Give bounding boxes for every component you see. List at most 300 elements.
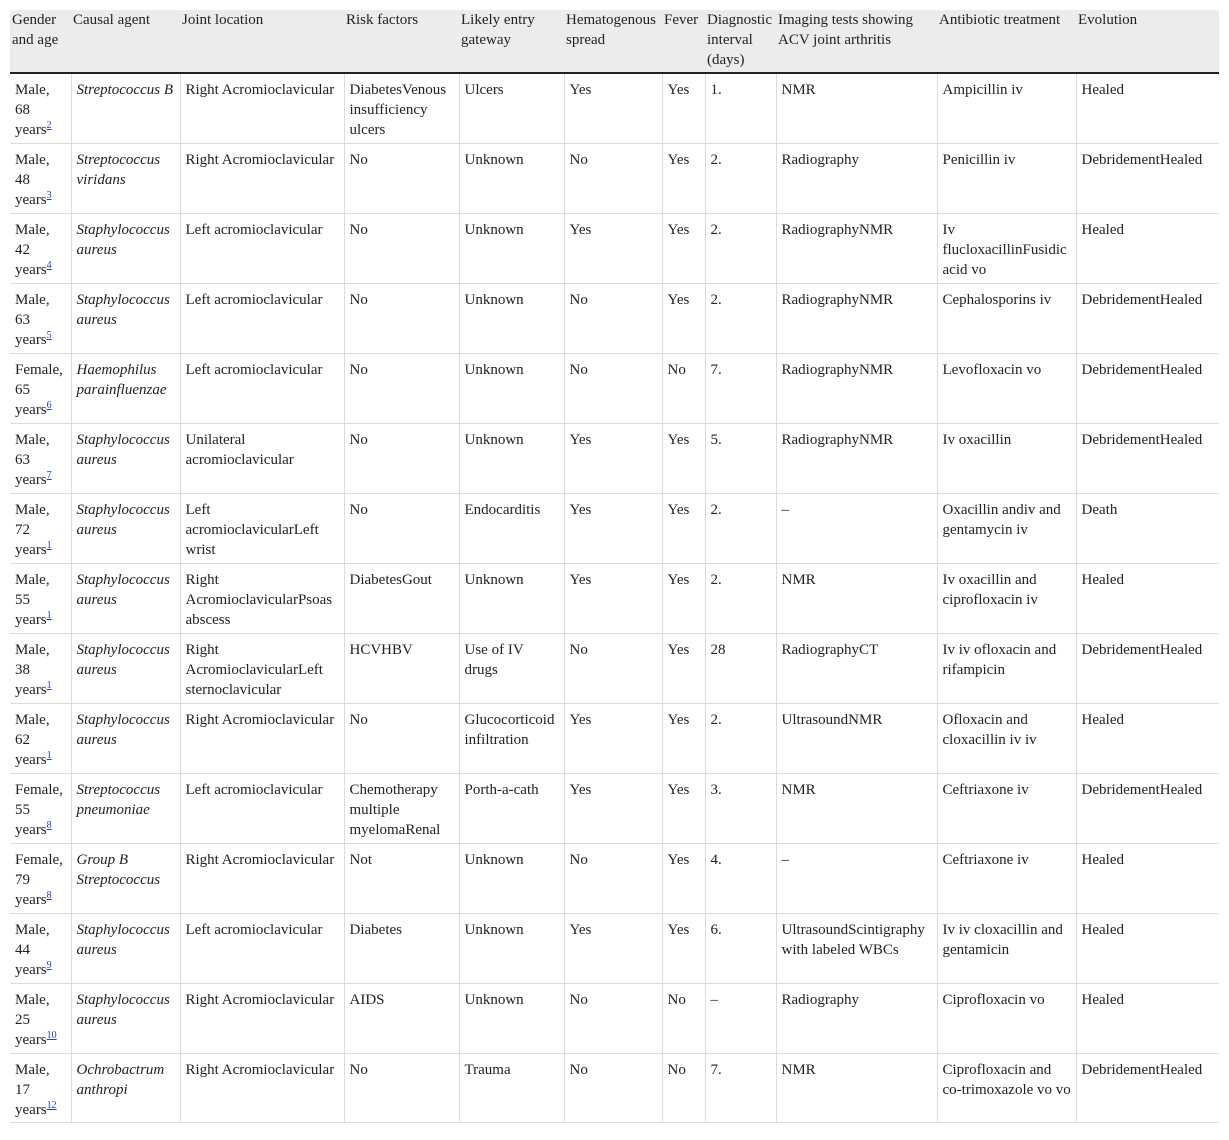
hematogenous-text: Yes <box>569 502 592 518</box>
column-header: Risk factors <box>344 10 459 73</box>
joint-location-cell <box>180 704 344 774</box>
imaging-cell <box>776 844 937 914</box>
fever-text: Yes <box>667 432 690 448</box>
treatment-cell <box>937 284 1076 354</box>
entry-gateway-cell <box>459 284 564 354</box>
diagnostic-interval-text: 5. <box>710 432 722 448</box>
gender-age-cell <box>10 634 71 704</box>
fever-cell <box>662 494 705 564</box>
fever-cell <box>662 844 705 914</box>
causal-agent-cell <box>71 984 180 1054</box>
causal-agent-text: Staphylococcus aureus <box>76 712 170 748</box>
entry-gateway-cell <box>459 73 564 144</box>
fever-cell <box>662 424 705 494</box>
gender-age-text: Male, 55 years <box>15 572 50 628</box>
risk-factors-cell <box>344 494 459 564</box>
joint-location-cell <box>180 984 344 1054</box>
imaging-cell <box>776 914 937 984</box>
treatment-cell <box>937 634 1076 704</box>
column-header: Antibiotic treatment <box>937 10 1076 73</box>
evolution-text: Healed <box>1081 852 1124 868</box>
risk-factors-text: Not <box>349 852 372 868</box>
causal-agent-text: Streptococcus B <box>76 82 173 98</box>
risk-factors-text: No <box>349 432 368 448</box>
reference-link[interactable]: 1 <box>46 540 52 551</box>
causal-agent-cell <box>71 214 180 284</box>
diagnostic-interval-text: 4. <box>710 852 722 868</box>
fever-text: Yes <box>667 502 690 518</box>
causal-agent-cell <box>71 284 180 354</box>
reference-link[interactable]: 6 <box>46 400 52 411</box>
risk-factors-cell <box>344 284 459 354</box>
causal-agent-text: Staphylococcus aureus <box>76 992 170 1028</box>
hematogenous-cell <box>564 144 662 214</box>
imaging-cell <box>776 704 937 774</box>
fever-text: Yes <box>667 222 690 238</box>
causal-agent-text: Group B Streptococcus <box>76 852 161 888</box>
reference-link[interactable]: 9 <box>46 960 52 971</box>
table-row <box>10 704 1219 774</box>
fever-cell <box>662 144 705 214</box>
treatment-text: Iv oxacillin and ciprofloxacin iv <box>942 572 1038 608</box>
column-header: Evolution <box>1076 10 1219 73</box>
fever-text: Yes <box>667 642 690 658</box>
fever-cell <box>662 73 705 144</box>
table-row <box>10 354 1219 424</box>
imaging-cell <box>776 73 937 144</box>
diagnostic-interval-cell <box>705 914 776 984</box>
joint-location-cell <box>180 494 344 564</box>
treatment-text: Cephalosporins iv <box>942 292 1052 308</box>
entry-gateway-text: Unknown <box>464 992 524 1008</box>
case-table-container <box>10 10 1219 1123</box>
risk-factors-cell <box>344 984 459 1054</box>
causal-agent-text: Staphylococcus aureus <box>76 572 170 608</box>
entry-gateway-cell <box>459 984 564 1054</box>
gender-age-text: Male, 63 years <box>15 432 50 488</box>
fever-cell <box>662 284 705 354</box>
diagnostic-interval-cell <box>705 1054 776 1123</box>
fever-text: Yes <box>667 152 690 168</box>
evolution-text: Death <box>1081 502 1118 518</box>
treatment-text: Ciprofloxacin and co-trimoxazole vo vo <box>942 1062 1071 1098</box>
entry-gateway-text: Endocarditis <box>464 502 541 518</box>
hematogenous-cell <box>564 844 662 914</box>
entry-gateway-cell <box>459 914 564 984</box>
hematogenous-text: No <box>569 852 588 868</box>
risk-factors-cell <box>344 354 459 424</box>
gender-age-text: Male, 25 years <box>15 992 50 1048</box>
causal-agent-cell <box>71 144 180 214</box>
diagnostic-interval-cell <box>705 774 776 844</box>
gender-age-cell <box>10 1054 71 1123</box>
treatment-text: Ceftriaxone iv <box>942 782 1029 798</box>
risk-factors-cell <box>344 704 459 774</box>
column-header: Imaging tests showing ACV joint arthritis <box>776 10 937 73</box>
fever-cell <box>662 564 705 634</box>
imaging-cell <box>776 284 937 354</box>
gender-age-cell <box>10 424 71 494</box>
risk-factors-cell <box>344 774 459 844</box>
gender-age-text: Male, 72 years <box>15 502 50 558</box>
hematogenous-text: Yes <box>569 432 592 448</box>
hematogenous-text: Yes <box>569 572 592 588</box>
hematogenous-cell <box>564 984 662 1054</box>
evolution-text: Healed <box>1081 222 1124 238</box>
evolution-cell <box>1076 984 1219 1054</box>
diagnostic-interval-text: 2. <box>710 572 722 588</box>
diagnostic-interval-cell <box>705 984 776 1054</box>
evolution-cell <box>1076 424 1219 494</box>
evolution-text: DebridementHealed <box>1081 152 1203 168</box>
evolution-cell <box>1076 704 1219 774</box>
causal-agent-text: Ochrobactrum anthropi <box>76 1062 165 1098</box>
imaging-cell <box>776 424 937 494</box>
imaging-text: UltrasoundScintigraphy with labeled WBCs <box>781 922 925 958</box>
risk-factors-cell <box>344 144 459 214</box>
joint-location-cell <box>180 844 344 914</box>
risk-factors-text: AIDS <box>349 992 385 1008</box>
table-row <box>10 774 1219 844</box>
causal-agent-text: Staphylococcus aureus <box>76 222 170 258</box>
gender-age-text: Female, 79 years <box>15 852 63 908</box>
causal-agent-cell <box>71 634 180 704</box>
treatment-cell <box>937 564 1076 634</box>
joint-location-cell <box>180 214 344 284</box>
imaging-text: RadiographyNMR <box>781 222 894 238</box>
fever-cell <box>662 1054 705 1123</box>
table-row <box>10 564 1219 634</box>
column-header: Joint location <box>180 10 344 73</box>
joint-location-cell <box>180 914 344 984</box>
column-header: Likely entry gateway <box>459 10 564 73</box>
joint-location-text: Left acromioclavicular <box>185 782 323 798</box>
hematogenous-text: Yes <box>569 712 592 728</box>
table-row <box>10 214 1219 284</box>
reference-link[interactable]: 5 <box>46 330 52 341</box>
evolution-text: Healed <box>1081 572 1124 588</box>
reference-link[interactable]: 8 <box>46 890 52 901</box>
joint-location-text: Left acromioclavicularLeft wrist <box>185 502 319 558</box>
fever-text: Yes <box>667 922 690 938</box>
hematogenous-text: No <box>569 992 588 1008</box>
joint-location-text: Unilateral acromioclavicular <box>185 432 294 468</box>
causal-agent-cell <box>71 774 180 844</box>
diagnostic-interval-text: 7. <box>710 1062 722 1078</box>
imaging-text: UltrasoundNMR <box>781 712 883 728</box>
fever-text: No <box>667 362 686 378</box>
table-row <box>10 844 1219 914</box>
hematogenous-text: No <box>569 152 588 168</box>
fever-text: No <box>667 992 686 1008</box>
imaging-cell <box>776 564 937 634</box>
causal-agent-text: Staphylococcus aureus <box>76 502 170 538</box>
header-row <box>10 10 1219 73</box>
diagnostic-interval-text: 2. <box>710 712 722 728</box>
entry-gateway-text: Unknown <box>464 432 524 448</box>
treatment-cell <box>937 354 1076 424</box>
joint-location-cell <box>180 284 344 354</box>
fever-text: Yes <box>667 852 690 868</box>
fever-cell <box>662 774 705 844</box>
table-row <box>10 1054 1219 1123</box>
evolution-text: Healed <box>1081 922 1124 938</box>
treatment-text: Iv flucloxacillinFusidic acid vo <box>942 222 1067 278</box>
diagnostic-interval-text: 6. <box>710 922 722 938</box>
evolution-cell <box>1076 774 1219 844</box>
table-row <box>10 494 1219 564</box>
fever-text: Yes <box>667 292 690 308</box>
gender-age-cell <box>10 704 71 774</box>
causal-agent-cell <box>71 564 180 634</box>
imaging-cell <box>776 984 937 1054</box>
entry-gateway-cell <box>459 634 564 704</box>
reference-link[interactable]: 2 <box>46 120 52 131</box>
joint-location-text: Left acromioclavicular <box>185 922 323 938</box>
treatment-cell <box>937 774 1076 844</box>
risk-factors-text: No <box>349 1062 368 1078</box>
evolution-cell <box>1076 144 1219 214</box>
gender-age-cell <box>10 73 71 144</box>
imaging-cell <box>776 354 937 424</box>
table-body <box>10 73 1219 1123</box>
joint-location-cell <box>180 564 344 634</box>
entry-gateway-text: Ulcers <box>464 82 504 98</box>
hematogenous-cell <box>564 704 662 774</box>
hematogenous-cell <box>564 1054 662 1123</box>
diagnostic-interval-text: 2. <box>710 502 722 518</box>
hematogenous-cell <box>564 564 662 634</box>
evolution-cell <box>1076 284 1219 354</box>
causal-agent-cell <box>71 354 180 424</box>
hematogenous-cell <box>564 354 662 424</box>
table-row <box>10 914 1219 984</box>
joint-location-text: Left acromioclavicular <box>185 292 323 308</box>
hematogenous-cell <box>564 284 662 354</box>
diagnostic-interval-cell <box>705 214 776 284</box>
treatment-cell <box>937 914 1076 984</box>
gender-age-cell <box>10 494 71 564</box>
joint-location-cell <box>180 144 344 214</box>
gender-age-text: Male, 63 years <box>15 292 50 348</box>
gender-age-text: Male, 44 years <box>15 922 50 978</box>
causal-agent-text: Haemophilus parainfluenzae <box>76 362 167 398</box>
entry-gateway-cell <box>459 564 564 634</box>
entry-gateway-text: Unknown <box>464 922 524 938</box>
hematogenous-cell <box>564 424 662 494</box>
treatment-text: Penicillin iv <box>942 152 1016 168</box>
entry-gateway-cell <box>459 354 564 424</box>
gender-age-text: Male, 17 years <box>15 1062 50 1118</box>
hematogenous-cell <box>564 73 662 144</box>
diagnostic-interval-cell <box>705 354 776 424</box>
causal-agent-cell <box>71 494 180 564</box>
fever-cell <box>662 634 705 704</box>
treatment-text: Ampicillin iv <box>942 82 1023 98</box>
diagnostic-interval-cell <box>705 424 776 494</box>
treatment-cell <box>937 144 1076 214</box>
risk-factors-cell <box>344 73 459 144</box>
evolution-text: DebridementHealed <box>1081 782 1203 798</box>
gender-age-cell <box>10 774 71 844</box>
causal-agent-text: Streptococcus pneumoniae <box>76 782 161 818</box>
risk-factors-cell <box>344 424 459 494</box>
reference-link[interactable]: 1 <box>46 680 52 691</box>
reference-link[interactable]: 1 <box>46 750 52 761</box>
causal-agent-cell <box>71 704 180 774</box>
joint-location-cell <box>180 354 344 424</box>
evolution-cell <box>1076 1054 1219 1123</box>
treatment-cell <box>937 704 1076 774</box>
table-row <box>10 424 1219 494</box>
treatment-text: Iv oxacillin <box>942 432 1012 448</box>
evolution-cell <box>1076 634 1219 704</box>
treatment-text: Ceftriaxone iv <box>942 852 1029 868</box>
evolution-cell <box>1076 914 1219 984</box>
reference-link[interactable]: 10 <box>46 1030 57 1041</box>
diagnostic-interval-text: 2. <box>710 222 722 238</box>
fever-text: No <box>667 1062 686 1078</box>
diagnostic-interval-cell <box>705 844 776 914</box>
causal-agent-cell <box>71 914 180 984</box>
evolution-text: DebridementHealed <box>1081 432 1203 448</box>
imaging-text: RadiographyCT <box>781 642 879 658</box>
joint-location-text: Left acromioclavicular <box>185 362 323 378</box>
diagnostic-interval-cell <box>705 144 776 214</box>
causal-agent-cell <box>71 424 180 494</box>
fever-cell <box>662 354 705 424</box>
imaging-text: RadiographyNMR <box>781 292 894 308</box>
table-row <box>10 634 1219 704</box>
fever-text: Yes <box>667 782 690 798</box>
evolution-cell <box>1076 354 1219 424</box>
diagnostic-interval-text: 1. <box>710 82 722 98</box>
causal-agent-text: Staphylococcus aureus <box>76 432 170 468</box>
joint-location-text: Right Acromioclavicular <box>185 852 335 868</box>
joint-location-cell <box>180 73 344 144</box>
imaging-cell <box>776 144 937 214</box>
reference-link[interactable]: 7 <box>46 470 52 481</box>
imaging-text: NMR <box>781 82 816 98</box>
joint-location-text: Right Acromioclavicular <box>185 1062 335 1078</box>
entry-gateway-text: Unknown <box>464 292 524 308</box>
entry-gateway-cell <box>459 424 564 494</box>
joint-location-text: Right Acromioclavicular <box>185 992 335 1008</box>
treatment-text: Ciprofloxacin vo <box>942 992 1045 1008</box>
entry-gateway-text: Unknown <box>464 152 524 168</box>
joint-location-text: Right Acromioclavicular <box>185 82 335 98</box>
hematogenous-text: Yes <box>569 222 592 238</box>
risk-factors-cell <box>344 844 459 914</box>
gender-age-cell <box>10 354 71 424</box>
diagnostic-interval-text: 2. <box>710 292 722 308</box>
diagnostic-interval-text: 28 <box>710 642 726 658</box>
joint-location-cell <box>180 634 344 704</box>
entry-gateway-cell <box>459 214 564 284</box>
fever-cell <box>662 914 705 984</box>
evolution-text: DebridementHealed <box>1081 642 1203 658</box>
joint-location-text: Left acromioclavicular <box>185 222 323 238</box>
hematogenous-text: No <box>569 1062 588 1078</box>
fever-text: Yes <box>667 712 690 728</box>
gender-age-text: Male, 42 years <box>15 222 50 278</box>
reference-link[interactable]: 12 <box>46 1100 57 1111</box>
gender-age-text: Male, 48 years <box>15 152 50 208</box>
diagnostic-interval-cell <box>705 634 776 704</box>
risk-factors-cell <box>344 1054 459 1123</box>
table-row <box>10 144 1219 214</box>
diagnostic-interval-cell <box>705 494 776 564</box>
entry-gateway-cell <box>459 494 564 564</box>
risk-factors-text: No <box>349 712 368 728</box>
reference-link[interactable]: 8 <box>46 820 52 831</box>
diagnostic-interval-cell <box>705 73 776 144</box>
joint-location-text: Right AcromioclavicularLeft sternoclavicular <box>185 642 323 698</box>
gender-age-cell <box>10 844 71 914</box>
column-header: Diagnostic interval (days) <box>705 10 776 73</box>
evolution-text: DebridementHealed <box>1081 362 1203 378</box>
reference-link[interactable]: 4 <box>46 260 52 271</box>
treatment-text: Oxacillin andiv and gentamycin iv <box>942 502 1061 538</box>
risk-factors-text: No <box>349 362 368 378</box>
entry-gateway-text: Glucocorticoid infiltration <box>464 712 555 748</box>
entry-gateway-text: Unknown <box>464 362 524 378</box>
imaging-text: NMR <box>781 572 816 588</box>
joint-location-text: Right Acromioclavicular <box>185 152 335 168</box>
evolution-cell <box>1076 844 1219 914</box>
reference-link[interactable]: 3 <box>46 190 52 201</box>
evolution-cell <box>1076 73 1219 144</box>
entry-gateway-cell <box>459 1054 564 1123</box>
entry-gateway-text: Unknown <box>464 852 524 868</box>
imaging-text: – <box>781 852 789 868</box>
risk-factors-text: DiabetesGout <box>349 572 432 588</box>
treatment-cell <box>937 73 1076 144</box>
diagnostic-interval-cell <box>705 284 776 354</box>
imaging-cell <box>776 634 937 704</box>
hematogenous-text: No <box>569 362 588 378</box>
hematogenous-text: No <box>569 642 588 658</box>
case-table <box>10 10 1219 1123</box>
entry-gateway-cell <box>459 704 564 774</box>
evolution-cell <box>1076 214 1219 284</box>
causal-agent-cell <box>71 1054 180 1123</box>
causal-agent-text: Staphylococcus aureus <box>76 922 170 958</box>
gender-age-text: Male, 68 years <box>15 82 50 138</box>
gender-age-text: Male, 38 years <box>15 642 50 698</box>
entry-gateway-cell <box>459 844 564 914</box>
entry-gateway-text: Unknown <box>464 222 524 238</box>
evolution-cell <box>1076 564 1219 634</box>
gender-age-text: Female, 65 years <box>15 362 63 418</box>
imaging-text: NMR <box>781 1062 816 1078</box>
risk-factors-text: Diabetes <box>349 922 402 938</box>
column-header: Gender and age <box>10 10 71 73</box>
evolution-text: Healed <box>1081 712 1124 728</box>
gender-age-cell <box>10 914 71 984</box>
risk-factors-cell <box>344 634 459 704</box>
reference-link[interactable]: 1 <box>46 610 52 621</box>
hematogenous-cell <box>564 634 662 704</box>
entry-gateway-cell <box>459 774 564 844</box>
treatment-cell <box>937 214 1076 284</box>
treatment-cell <box>937 494 1076 564</box>
evolution-text: DebridementHealed <box>1081 1062 1203 1078</box>
imaging-cell <box>776 774 937 844</box>
hematogenous-text: Yes <box>569 922 592 938</box>
hematogenous-text: Yes <box>569 82 592 98</box>
imaging-text: Radiography <box>781 152 859 168</box>
